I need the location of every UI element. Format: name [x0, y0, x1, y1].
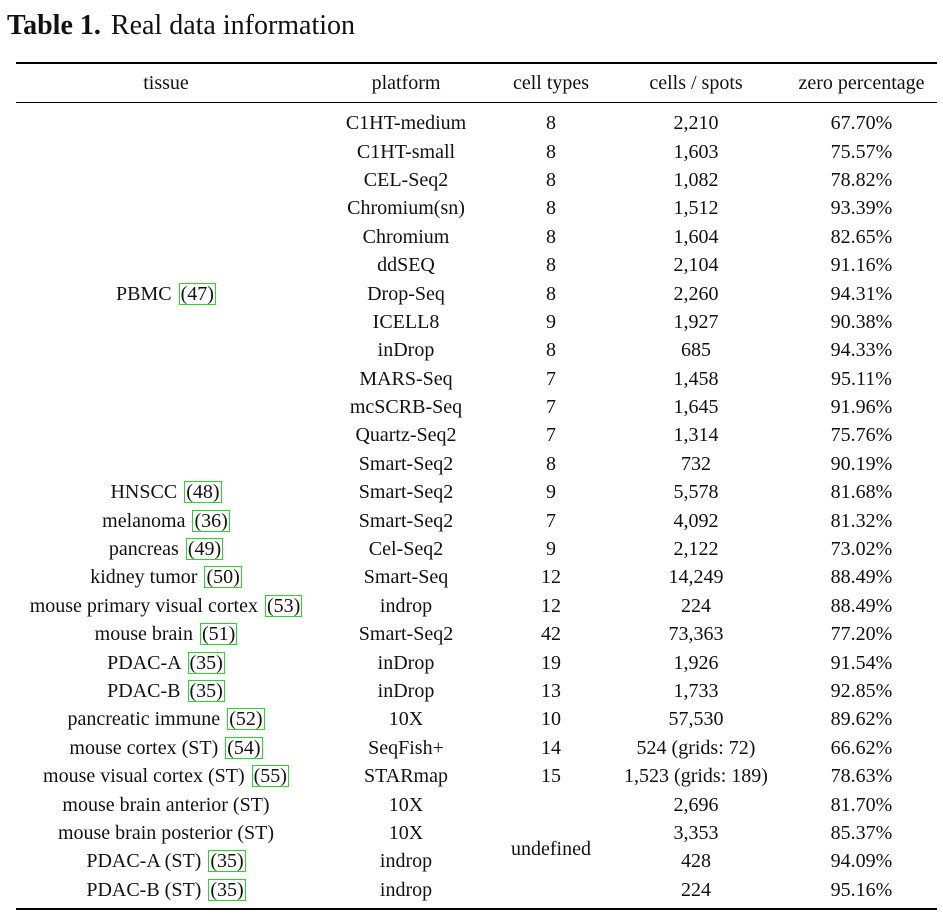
- header-tissue: tissue: [16, 63, 316, 103]
- cells-spots-cell: 428: [681, 850, 711, 873]
- tissue-cell: [16, 677, 316, 705]
- platform-cell: Chromium(sn): [347, 197, 465, 220]
- tissue-name: PDAC-A (ST): [86, 850, 202, 873]
- zero-percentage-cell: 88.49%: [830, 594, 893, 617]
- cell-types-cell: 8: [546, 452, 556, 475]
- cell-types-cell: 9: [546, 538, 556, 561]
- data-table: [16, 62, 937, 910]
- citation-link[interactable]: (47): [180, 282, 214, 305]
- cells-spots-cell: 1,926: [673, 651, 719, 674]
- tissue-name: mouse primary visual cortex: [29, 594, 258, 617]
- platform-cell: Smart-Seq2: [358, 452, 454, 475]
- table-row: [16, 790, 937, 818]
- cells-spots-cell: 2,696: [673, 793, 719, 816]
- zero-percentage-cell: 75.57%: [830, 140, 893, 163]
- cell-types-cell: 19: [541, 651, 561, 674]
- platform-cell: ddSEQ: [377, 254, 435, 277]
- cells-spots-cell: 1,314: [673, 424, 719, 447]
- cells-spots-cell: 14,249: [668, 566, 724, 589]
- cells-spots-cell: 2,260: [673, 282, 719, 305]
- table-caption: [7, 8, 355, 44]
- cells-spots-cell: 1,604: [673, 225, 719, 248]
- cells-spots-cell: 1,512: [673, 197, 719, 220]
- cells-spots-cell: 1,458: [673, 367, 719, 390]
- zero-percentage-cell: 82.65%: [830, 225, 893, 248]
- tissue-cell: [16, 734, 316, 762]
- cell-types-cell: 8: [546, 282, 556, 305]
- tissue-cell: [16, 790, 316, 818]
- tissue-cell: [16, 762, 316, 790]
- cells-spots-cell: 1,733: [673, 680, 719, 702]
- zero-percentage-cell: 91.54%: [830, 651, 893, 674]
- zero-percentage-cell: 89.62%: [830, 708, 893, 731]
- cell-types-cell: 13: [541, 680, 561, 702]
- table-row: [16, 620, 937, 648]
- tissue-name: mouse cortex (ST): [69, 736, 219, 759]
- cells-spots-cell: 73,363: [668, 623, 724, 646]
- platform-cell: C1HT-medium: [345, 112, 467, 135]
- cells-spots-cell: 1,927: [673, 310, 719, 333]
- zero-percentage-cell: 81.68%: [830, 481, 893, 504]
- tissue-name: PBMC: [116, 282, 172, 305]
- cell-types-cell: 8: [546, 112, 556, 135]
- platform-cell: Smart-Seq2: [358, 481, 454, 504]
- cell-types-cell: 9: [546, 481, 556, 504]
- caption-title: Real data information: [110, 10, 356, 41]
- table-row: [16, 535, 937, 563]
- citation-link[interactable]: (35): [210, 850, 244, 873]
- cells-spots-cell: 1,082: [673, 168, 719, 191]
- platform-cell: indrop: [379, 878, 433, 901]
- zero-percentage-cell: 91.16%: [830, 254, 893, 277]
- cell-types-cell: 12: [541, 566, 561, 589]
- table-row: [16, 847, 937, 875]
- zero-percentage-cell: 77.20%: [830, 623, 893, 646]
- platform-cell: indrop: [379, 594, 433, 617]
- zero-percentage-cell: 73.02%: [830, 538, 893, 561]
- cells-spots-cell: 5,578: [673, 481, 719, 504]
- citation-link[interactable]: (35): [189, 680, 223, 702]
- table-row: [16, 478, 937, 506]
- zero-percentage-cell: 95.16%: [830, 878, 893, 901]
- cell-types-cell: 9: [546, 310, 556, 333]
- cell-types-cell: 7: [546, 367, 556, 390]
- cell-types-cell: 8: [546, 197, 556, 220]
- platform-cell: Smart-Seq: [363, 566, 449, 589]
- platform-cell: Quartz-Seq2: [355, 424, 457, 447]
- tissue-cell: [16, 535, 316, 563]
- tissue-cell: [16, 847, 316, 875]
- tissue-cell: [16, 506, 316, 534]
- zero-percentage-cell: 81.32%: [830, 509, 893, 532]
- platform-cell: MARS-Seq: [359, 367, 453, 390]
- zero-percentage-cell: 91.96%: [830, 396, 893, 419]
- zero-percentage-cell: 94.31%: [830, 282, 893, 305]
- platform-cell: SeqFish+: [368, 736, 444, 759]
- cell-types-cell: 42: [541, 623, 561, 646]
- cell-types-cell: 10: [541, 708, 561, 731]
- platform-cell: STARmap: [364, 765, 448, 788]
- cells-spots-cell: 1,645: [673, 396, 719, 419]
- zero-percentage-cell: 94.09%: [830, 850, 893, 873]
- zero-percentage-cell: 78.82%: [830, 168, 893, 191]
- platform-cell: mcSCRB-Seq: [349, 396, 463, 419]
- cell-types-cell: 8: [546, 339, 556, 362]
- tissue-cell: [16, 620, 316, 648]
- cells-spots-cell: 3,353: [673, 821, 719, 844]
- tissue-cell: [16, 819, 316, 847]
- table-row: [16, 648, 937, 676]
- zero-percentage-cell: 90.38%: [830, 310, 893, 333]
- citation-link[interactable]: (54): [227, 736, 261, 759]
- citation-link[interactable]: (35): [210, 878, 244, 901]
- zero-percentage-cell: 93.39%: [830, 197, 893, 220]
- tissue-name: pancreas: [108, 538, 179, 561]
- cell-types-cell: 8: [546, 254, 556, 277]
- platform-cell: Cel-Seq2: [368, 538, 444, 561]
- cells-spots-cell: 224: [681, 878, 711, 901]
- cell-types-cell: 14: [541, 736, 561, 759]
- tissue-name: kidney tumor: [90, 566, 198, 589]
- cells-spots-cell: 1,603: [673, 140, 719, 163]
- tissue-name: PDAC-B: [107, 680, 181, 702]
- table-row: [16, 734, 937, 762]
- tissue-name: pancreatic immune: [67, 708, 221, 731]
- cell-types-cell: 7: [546, 424, 556, 447]
- cells-spots-cell: 4,092: [673, 509, 719, 532]
- citation-link[interactable]: (52): [229, 708, 263, 731]
- header-cell-types: cell types: [496, 63, 606, 103]
- citation-link[interactable]: (35): [189, 651, 223, 674]
- table-row: [16, 762, 937, 790]
- platform-cell: indrop: [379, 850, 433, 873]
- platform-cell: ICELL8: [372, 310, 440, 333]
- table-row: [16, 677, 937, 705]
- tissue-name: mouse brain anterior (ST): [62, 793, 270, 816]
- cell-types-cell: undefined: [511, 838, 591, 861]
- cells-spots-cell: 1,523 (grids: 189): [624, 765, 768, 788]
- table-row: [16, 563, 937, 591]
- platform-cell: Drop-Seq: [367, 282, 445, 305]
- cell-types-cell: 8: [546, 140, 556, 163]
- tissue-cell: [16, 563, 316, 591]
- zero-percentage-cell: 85.37%: [830, 821, 893, 844]
- zero-percentage-cell: 67.70%: [830, 112, 893, 135]
- cells-spots-cell: 2,122: [673, 538, 719, 561]
- cells-spots-cell: 685: [681, 339, 711, 362]
- zero-percentage-cell: 75.76%: [830, 424, 893, 447]
- tissue-cell: [16, 103, 316, 479]
- tissue-cell: [16, 705, 316, 733]
- platform-cell: inDrop: [377, 651, 435, 674]
- platform-cell: inDrop: [377, 680, 435, 702]
- platform-cell: 10X: [388, 708, 424, 731]
- tissue-name: mouse brain: [94, 623, 193, 646]
- zero-percentage-cell: 88.49%: [830, 566, 893, 589]
- citation-link[interactable]: (53): [266, 594, 301, 617]
- citation-link[interactable]: (36): [194, 509, 228, 532]
- header-platform: platform: [316, 63, 496, 103]
- zero-percentage-cell: 78.63%: [830, 765, 893, 788]
- table-body: [16, 103, 937, 909]
- caption-label: Table 1.: [7, 10, 101, 41]
- tissue-name: melanoma: [102, 509, 186, 532]
- platform-cell: C1HT-small: [356, 140, 456, 163]
- cells-spots-cell: 57,530: [668, 708, 724, 731]
- platform-cell: CEL-Seq2: [363, 168, 449, 191]
- cells-spots-cell: 524 (grids: 72): [636, 736, 756, 759]
- platform-cell: 10X: [388, 793, 424, 816]
- table-row: [16, 819, 937, 847]
- zero-percentage-cell: 66.62%: [830, 736, 893, 759]
- tissue-name: PDAC-B (ST): [86, 878, 202, 901]
- header-row: [16, 63, 937, 103]
- zero-percentage-cell: 94.33%: [830, 339, 893, 362]
- tissue-cell: [16, 592, 316, 620]
- cell-types-cell: 8: [546, 168, 556, 191]
- cells-spots-cell: 2,104: [673, 254, 719, 277]
- tissue-name: mouse visual cortex (ST): [43, 765, 245, 788]
- tissue-name: HNSCC: [110, 481, 178, 504]
- cells-spots-cell: 2,210: [673, 112, 719, 135]
- citation-link[interactable]: (50): [206, 566, 240, 589]
- table-row: [16, 103, 937, 138]
- platform-cell: Smart-Seq2: [358, 623, 454, 646]
- cell-types-cell: 15: [541, 765, 561, 788]
- cells-spots-cell: 732: [681, 452, 711, 475]
- table-row: [16, 705, 937, 733]
- cell-types-cell: 12: [541, 594, 561, 617]
- tissue-cell: [16, 648, 316, 676]
- citation-link[interactable]: (49): [187, 538, 222, 561]
- zero-percentage-cell: 95.11%: [831, 367, 892, 390]
- header-cells-spots: cells / spots: [606, 63, 786, 103]
- table-row: [16, 592, 937, 620]
- cell-types-cell: 7: [546, 509, 556, 532]
- tissue-name: mouse brain posterior (ST): [57, 821, 275, 844]
- tissue-name: PDAC-A: [107, 651, 181, 674]
- header-zero-percentage: zero percentage: [786, 63, 937, 103]
- table-header: [16, 63, 937, 103]
- cell-types-cell: 8: [546, 225, 556, 248]
- tissue-cell: [16, 478, 316, 506]
- zero-percentage-cell: 90.19%: [830, 452, 893, 475]
- table-row: [16, 876, 937, 909]
- cells-spots-cell: 224: [681, 594, 711, 617]
- platform-cell: 10X: [388, 821, 424, 844]
- platform-cell: Chromium: [362, 225, 450, 248]
- cell-types-cell: 7: [546, 396, 556, 419]
- tissue-cell: [16, 876, 316, 909]
- zero-percentage-cell: 81.70%: [830, 793, 893, 816]
- citation-link[interactable]: (48): [186, 481, 220, 504]
- platform-cell: inDrop: [377, 339, 435, 362]
- table-row: [16, 506, 937, 534]
- citation-link[interactable]: (51): [201, 623, 236, 646]
- citation-link[interactable]: (55): [253, 765, 287, 788]
- platform-cell: Smart-Seq2: [358, 509, 454, 532]
- zero-percentage-cell: 92.85%: [830, 680, 893, 702]
